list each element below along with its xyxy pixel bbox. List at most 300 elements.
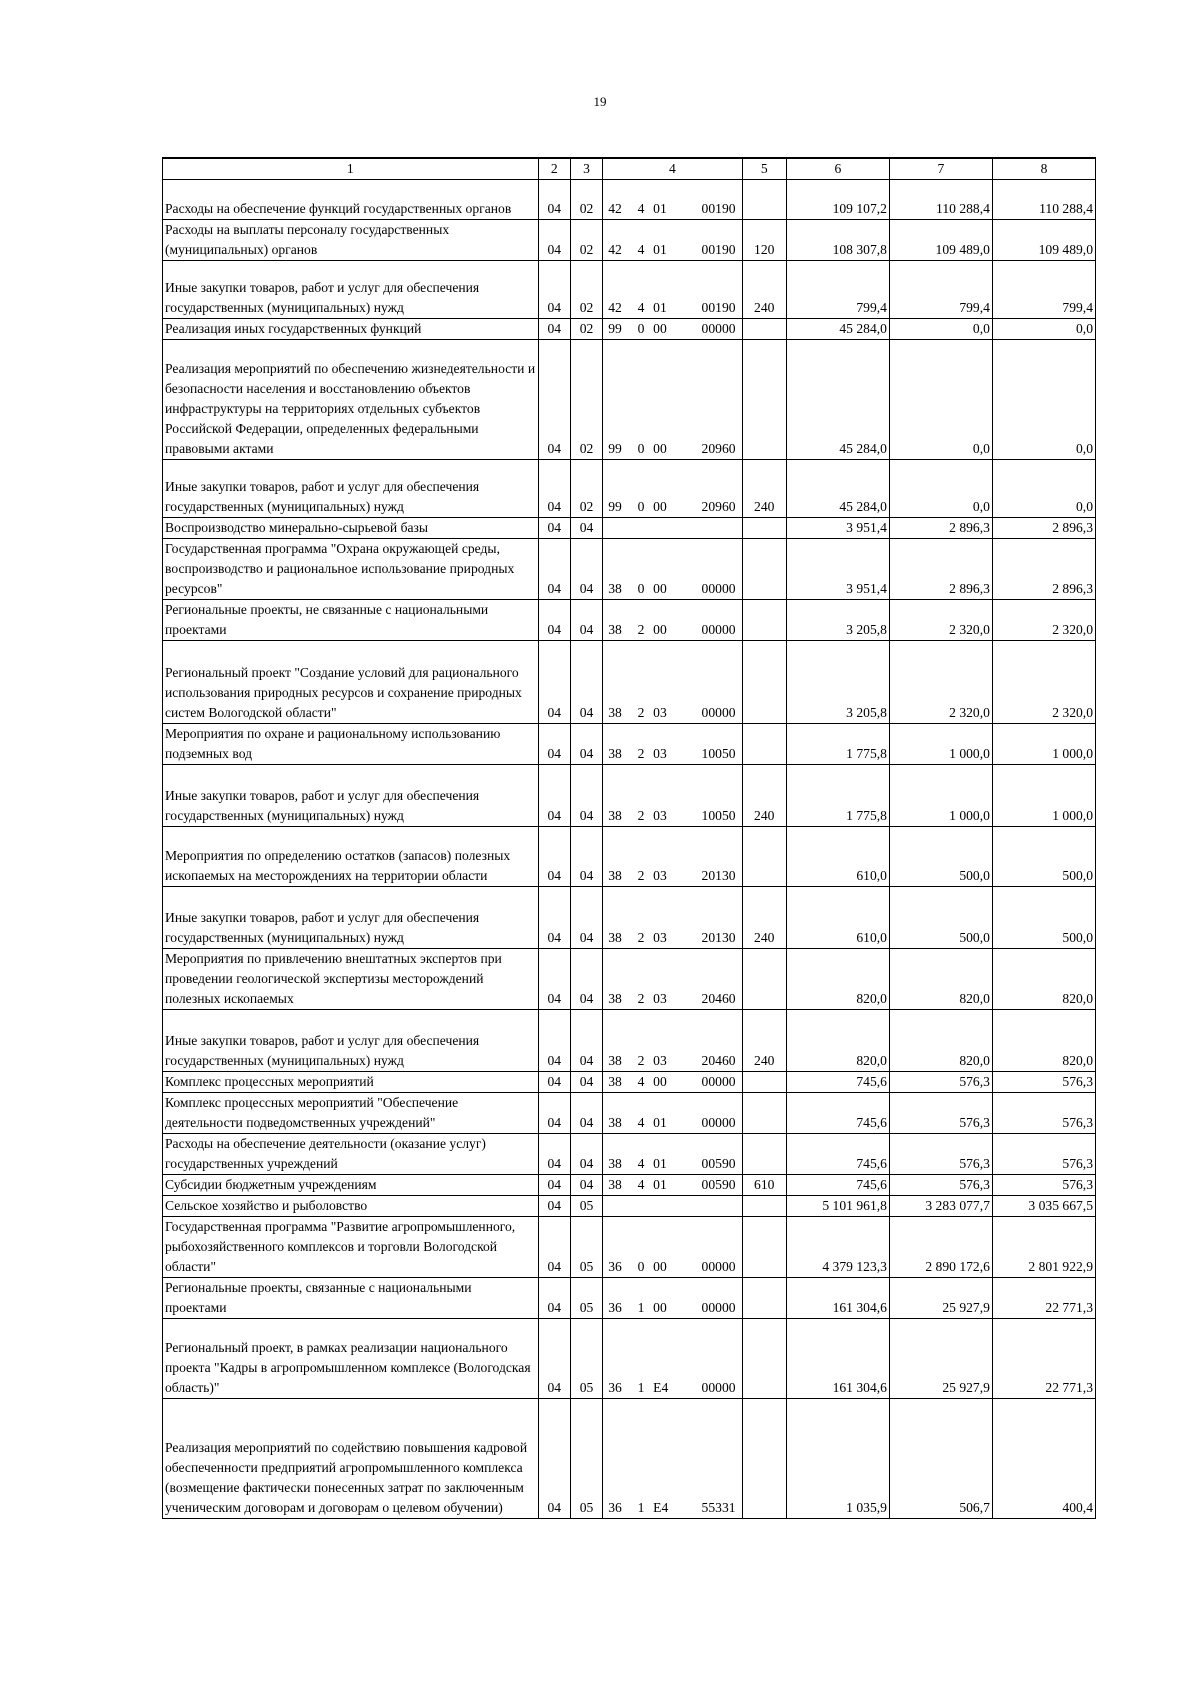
- subprogram-code-cell: 2: [631, 765, 651, 827]
- amount-col6-cell: 161 304,6: [786, 1278, 889, 1319]
- project-code-cell: [651, 518, 683, 539]
- amount-col8-cell: 820,0: [992, 949, 1095, 1010]
- amount-col7-cell: 500,0: [889, 827, 992, 887]
- program-code-cell: 38: [603, 1093, 631, 1134]
- project-code-cell: 00: [651, 600, 683, 641]
- expense-type-cell: [742, 1072, 786, 1093]
- expense-type-cell: [742, 518, 786, 539]
- subprogram-code-cell: [631, 1196, 651, 1217]
- expense-type-cell: 240: [742, 1010, 786, 1072]
- expense-type-cell: 240: [742, 765, 786, 827]
- amount-col8-cell: 576,3: [992, 1175, 1095, 1196]
- direction-code-cell: 20130: [683, 887, 742, 949]
- program-code-cell: 38: [603, 1010, 631, 1072]
- subprogram-code-cell: 2: [631, 949, 651, 1010]
- table-row: [163, 1072, 1096, 1093]
- program-code-cell: 36: [603, 1399, 631, 1519]
- program-code-cell: 38: [603, 1134, 631, 1175]
- section-code-cell: 04: [538, 340, 570, 460]
- subprogram-code-cell: 0: [631, 319, 651, 340]
- budget-table: [162, 157, 1096, 1519]
- project-code-cell: 00: [651, 460, 683, 518]
- expense-type-cell: 240: [742, 460, 786, 518]
- subsection-code-cell: 05: [570, 1196, 602, 1217]
- table-row: [163, 600, 1096, 641]
- section-code-cell: 04: [538, 1010, 570, 1072]
- project-code-cell: 01: [651, 261, 683, 319]
- amount-col8-cell: 3 035 667,5: [992, 1196, 1095, 1217]
- expense-type-cell: [742, 1093, 786, 1134]
- amount-col7-cell: 2 890 172,6: [889, 1217, 992, 1278]
- section-code-cell: 04: [538, 949, 570, 1010]
- amount-col6-cell: 45 284,0: [786, 319, 889, 340]
- amount-col8-cell: 0,0: [992, 319, 1095, 340]
- section-code-cell: 04: [538, 1399, 570, 1519]
- program-code-cell: 38: [603, 600, 631, 641]
- table-row: [163, 340, 1096, 460]
- row-name-cell: Реализация мероприятий по обеспечению жизнедеятельности и безопасности населения и восстановлению объектов инфраструктуры на территориях отдельных субъектов Российской Федерации, определенных федеральными правовыми актами: [163, 340, 539, 460]
- subprogram-code-cell: 2: [631, 1010, 651, 1072]
- expense-type-cell: [742, 1134, 786, 1175]
- direction-code-cell: 00000: [683, 1319, 742, 1399]
- section-code-cell: 04: [538, 1093, 570, 1134]
- amount-col8-cell: 22 771,3: [992, 1319, 1095, 1399]
- amount-col7-cell: 110 288,4: [889, 180, 992, 220]
- subsection-code-cell: 04: [570, 518, 602, 539]
- project-code-cell: 00: [651, 1072, 683, 1093]
- subsection-code-cell: 04: [570, 600, 602, 641]
- table-row: [163, 1319, 1096, 1399]
- amount-col8-cell: 576,3: [992, 1093, 1095, 1134]
- subsection-code-cell: 04: [570, 539, 602, 600]
- program-code-cell: 38: [603, 641, 631, 724]
- subsection-code-cell: 04: [570, 1093, 602, 1134]
- section-code-cell: 04: [538, 180, 570, 220]
- amount-col6-cell: 3 951,4: [786, 518, 889, 539]
- amount-col6-cell: 610,0: [786, 887, 889, 949]
- header-cell: 8: [992, 158, 1095, 180]
- amount-col6-cell: 5 101 961,8: [786, 1196, 889, 1217]
- row-name-cell: Расходы на выплаты персоналу государственных (муниципальных) органов: [163, 220, 539, 261]
- program-code-cell: 38: [603, 539, 631, 600]
- header-cell: 3: [570, 158, 602, 180]
- amount-col8-cell: 2 896,3: [992, 539, 1095, 600]
- program-code-cell: 42: [603, 261, 631, 319]
- amount-col6-cell: 109 107,2: [786, 180, 889, 220]
- row-name-cell: Иные закупки товаров, работ и услуг для обеспечения государственных (муниципальных) нужд: [163, 261, 539, 319]
- project-code-cell: 03: [651, 765, 683, 827]
- table-row: [163, 1010, 1096, 1072]
- subsection-code-cell: 04: [570, 724, 602, 765]
- expense-type-cell: [742, 724, 786, 765]
- subsection-code-cell: 05: [570, 1319, 602, 1399]
- row-name-cell: Региональный проект "Создание условий для рационального использования природных ресурсов и сохранение природных систем Вологодской области": [163, 641, 539, 724]
- table-row: [163, 1093, 1096, 1134]
- table-row: [163, 539, 1096, 600]
- subprogram-code-cell: 0: [631, 460, 651, 518]
- direction-code-cell: [683, 1196, 742, 1217]
- amount-col6-cell: 3 951,4: [786, 539, 889, 600]
- amount-col8-cell: 1 000,0: [992, 765, 1095, 827]
- project-code-cell: 00: [651, 539, 683, 600]
- subprogram-code-cell: 1: [631, 1278, 651, 1319]
- expense-type-cell: 610: [742, 1175, 786, 1196]
- expense-type-cell: [742, 827, 786, 887]
- subprogram-code-cell: 4: [631, 180, 651, 220]
- subprogram-code-cell: 0: [631, 340, 651, 460]
- row-name-cell: Региональный проект, в рамках реализации национального проекта "Кадры в агропромышленном комплексе (Вологодская область)": [163, 1319, 539, 1399]
- table-row: [163, 1196, 1096, 1217]
- direction-code-cell: 20960: [683, 340, 742, 460]
- header-cell: 4: [603, 158, 742, 180]
- subprogram-code-cell: 4: [631, 261, 651, 319]
- section-code-cell: 04: [538, 765, 570, 827]
- amount-col8-cell: 2 320,0: [992, 600, 1095, 641]
- amount-col8-cell: 22 771,3: [992, 1278, 1095, 1319]
- direction-code-cell: 00000: [683, 1278, 742, 1319]
- amount-col7-cell: 109 489,0: [889, 220, 992, 261]
- amount-col8-cell: 2 896,3: [992, 518, 1095, 539]
- header-cell: 2: [538, 158, 570, 180]
- amount-col8-cell: 1 000,0: [992, 724, 1095, 765]
- page-number: 19: [593, 94, 607, 109]
- subprogram-code-cell: 4: [631, 1175, 651, 1196]
- program-code-cell: 36: [603, 1217, 631, 1278]
- row-name-cell: Иные закупки товаров, работ и услуг для обеспечения государственных (муниципальных) нужд: [163, 887, 539, 949]
- direction-code-cell: 00190: [683, 261, 742, 319]
- expense-type-cell: [742, 319, 786, 340]
- table-row: [163, 1217, 1096, 1278]
- section-code-cell: 04: [538, 724, 570, 765]
- table-row: [163, 261, 1096, 319]
- amount-col6-cell: 610,0: [786, 827, 889, 887]
- amount-col7-cell: 2 320,0: [889, 600, 992, 641]
- section-code-cell: 04: [538, 887, 570, 949]
- program-code-cell: 38: [603, 1072, 631, 1093]
- program-code-cell: 38: [603, 827, 631, 887]
- subprogram-code-cell: 1: [631, 1399, 651, 1519]
- table-header-row: [163, 158, 1096, 180]
- section-code-cell: 04: [538, 1319, 570, 1399]
- project-code-cell: 03: [651, 949, 683, 1010]
- program-code-cell: 38: [603, 949, 631, 1010]
- amount-col6-cell: 3 205,8: [786, 641, 889, 724]
- header-cell: 7: [889, 158, 992, 180]
- amount-col6-cell: 4 379 123,3: [786, 1217, 889, 1278]
- section-code-cell: 04: [538, 1217, 570, 1278]
- amount-col7-cell: 0,0: [889, 460, 992, 518]
- subsection-code-cell: 04: [570, 1072, 602, 1093]
- section-code-cell: 04: [538, 827, 570, 887]
- project-code-cell: 00: [651, 1217, 683, 1278]
- direction-code-cell: 00590: [683, 1134, 742, 1175]
- amount-col8-cell: 576,3: [992, 1072, 1095, 1093]
- amount-col7-cell: 576,3: [889, 1175, 992, 1196]
- table-row: [163, 641, 1096, 724]
- project-code-cell: 03: [651, 1010, 683, 1072]
- section-code-cell: 04: [538, 1196, 570, 1217]
- amount-col7-cell: 576,3: [889, 1134, 992, 1175]
- direction-code-cell: 10050: [683, 724, 742, 765]
- amount-col7-cell: 1 000,0: [889, 724, 992, 765]
- expense-type-cell: [742, 1278, 786, 1319]
- amount-col8-cell: 799,4: [992, 261, 1095, 319]
- program-code-cell: 99: [603, 460, 631, 518]
- row-name-cell: Реализация мероприятий по содействию повышения кадровой обеспеченности предприятий агропромышленного комплекса (возмещение фактически понесенных затрат по заключенным ученическим договорам и договорам о целевом обучении): [163, 1399, 539, 1519]
- amount-col7-cell: 25 927,9: [889, 1319, 992, 1399]
- table-row: [163, 765, 1096, 827]
- row-name-cell: Сельское хозяйство и рыболовство: [163, 1196, 539, 1217]
- direction-code-cell: 00190: [683, 180, 742, 220]
- section-code-cell: 04: [538, 261, 570, 319]
- subprogram-code-cell: 4: [631, 1134, 651, 1175]
- project-code-cell: 03: [651, 724, 683, 765]
- subprogram-code-cell: 2: [631, 827, 651, 887]
- amount-col7-cell: 576,3: [889, 1072, 992, 1093]
- amount-col8-cell: 0,0: [992, 340, 1095, 460]
- section-code-cell: 04: [538, 641, 570, 724]
- program-code-cell: 99: [603, 340, 631, 460]
- subprogram-code-cell: 2: [631, 641, 651, 724]
- subsection-code-cell: 02: [570, 180, 602, 220]
- amount-col6-cell: 108 307,8: [786, 220, 889, 261]
- direction-code-cell: 20960: [683, 460, 742, 518]
- subprogram-code-cell: 1: [631, 1319, 651, 1399]
- section-code-cell: 04: [538, 539, 570, 600]
- direction-code-cell: 00590: [683, 1175, 742, 1196]
- expense-type-cell: [742, 340, 786, 460]
- subprogram-code-cell: 0: [631, 1217, 651, 1278]
- section-code-cell: 04: [538, 460, 570, 518]
- header-cell: 6: [786, 158, 889, 180]
- amount-col7-cell: 2 320,0: [889, 641, 992, 724]
- table-row: [163, 1278, 1096, 1319]
- project-code-cell: E4: [651, 1319, 683, 1399]
- program-code-cell: 38: [603, 765, 631, 827]
- table-row: [163, 827, 1096, 887]
- subsection-code-cell: 02: [570, 319, 602, 340]
- project-code-cell: 03: [651, 641, 683, 724]
- direction-code-cell: 55331: [683, 1399, 742, 1519]
- amount-col8-cell: 820,0: [992, 1010, 1095, 1072]
- amount-col8-cell: 400,4: [992, 1399, 1095, 1519]
- subprogram-code-cell: 4: [631, 1072, 651, 1093]
- row-name-cell: Субсидии бюджетным учреждениям: [163, 1175, 539, 1196]
- amount-col7-cell: 1 000,0: [889, 765, 992, 827]
- program-code-cell: 38: [603, 1175, 631, 1196]
- section-code-cell: 04: [538, 220, 570, 261]
- subsection-code-cell: 04: [570, 1134, 602, 1175]
- program-code-cell: [603, 1196, 631, 1217]
- expense-type-cell: [742, 180, 786, 220]
- table-row: [163, 724, 1096, 765]
- subprogram-code-cell: 2: [631, 600, 651, 641]
- project-code-cell: 01: [651, 220, 683, 261]
- row-name-cell: Реализация иных государственных функций: [163, 319, 539, 340]
- subprogram-code-cell: 4: [631, 1093, 651, 1134]
- project-code-cell: 01: [651, 180, 683, 220]
- direction-code-cell: 20460: [683, 1010, 742, 1072]
- section-code-cell: 04: [538, 1175, 570, 1196]
- row-name-cell: Государственная программа "Охрана окружающей среды, воспроизводство и рациональное использование природных ресурсов": [163, 539, 539, 600]
- row-name-cell: Иные закупки товаров, работ и услуг для обеспечения государственных (муниципальных) нужд: [163, 1010, 539, 1072]
- table-row: [163, 180, 1096, 220]
- direction-code-cell: 00000: [683, 1217, 742, 1278]
- direction-code-cell: 00190: [683, 220, 742, 261]
- expense-type-cell: [742, 600, 786, 641]
- expense-type-cell: 120: [742, 220, 786, 261]
- subsection-code-cell: 05: [570, 1399, 602, 1519]
- amount-col7-cell: 799,4: [889, 261, 992, 319]
- project-code-cell: 03: [651, 887, 683, 949]
- direction-code-cell: 20130: [683, 827, 742, 887]
- subsection-code-cell: 04: [570, 641, 602, 724]
- project-code-cell: 03: [651, 827, 683, 887]
- subsection-code-cell: 02: [570, 261, 602, 319]
- amount-col8-cell: 109 489,0: [992, 220, 1095, 261]
- row-name-cell: Региональные проекты, связанные с национальными проектами: [163, 1278, 539, 1319]
- expense-type-cell: [742, 1196, 786, 1217]
- section-code-cell: 04: [538, 1072, 570, 1093]
- expense-type-cell: [742, 1399, 786, 1519]
- table-row: [163, 1175, 1096, 1196]
- table-row: [163, 949, 1096, 1010]
- expense-type-cell: [742, 641, 786, 724]
- amount-col6-cell: 745,6: [786, 1134, 889, 1175]
- table-row: [163, 1399, 1096, 1519]
- row-name-cell: Мероприятия по привлечению внештатных экспертов при проведении геологической экспертизы месторождений полезных ископаемых: [163, 949, 539, 1010]
- program-code-cell: 99: [603, 319, 631, 340]
- expense-type-cell: 240: [742, 887, 786, 949]
- expense-type-cell: [742, 949, 786, 1010]
- direction-code-cell: 10050: [683, 765, 742, 827]
- amount-col6-cell: 45 284,0: [786, 340, 889, 460]
- row-name-cell: Региональные проекты, не связанные с национальными проектами: [163, 600, 539, 641]
- subsection-code-cell: 05: [570, 1278, 602, 1319]
- project-code-cell: 01: [651, 1175, 683, 1196]
- subsection-code-cell: 04: [570, 765, 602, 827]
- direction-code-cell: 00000: [683, 319, 742, 340]
- amount-col7-cell: 506,7: [889, 1399, 992, 1519]
- subsection-code-cell: 05: [570, 1217, 602, 1278]
- amount-col7-cell: 2 896,3: [889, 518, 992, 539]
- subprogram-code-cell: 4: [631, 220, 651, 261]
- amount-col6-cell: 820,0: [786, 1010, 889, 1072]
- amount-col8-cell: 500,0: [992, 887, 1095, 949]
- amount-col6-cell: 45 284,0: [786, 460, 889, 518]
- direction-code-cell: 00000: [683, 539, 742, 600]
- subsection-code-cell: 04: [570, 1175, 602, 1196]
- project-code-cell: E4: [651, 1399, 683, 1519]
- subsection-code-cell: 04: [570, 887, 602, 949]
- row-name-cell: Мероприятия по охране и рациональному использованию подземных вод: [163, 724, 539, 765]
- project-code-cell: 00: [651, 1278, 683, 1319]
- program-code-cell: 36: [603, 1278, 631, 1319]
- amount-col8-cell: 0,0: [992, 460, 1095, 518]
- table-row: [163, 1134, 1096, 1175]
- amount-col7-cell: 820,0: [889, 949, 992, 1010]
- direction-code-cell: 00000: [683, 641, 742, 724]
- subsection-code-cell: 02: [570, 340, 602, 460]
- expense-type-cell: [742, 1319, 786, 1399]
- program-code-cell: [603, 518, 631, 539]
- expense-type-cell: [742, 539, 786, 600]
- program-code-cell: 38: [603, 724, 631, 765]
- row-name-cell: Расходы на обеспечение функций государственных органов: [163, 180, 539, 220]
- amount-col6-cell: 799,4: [786, 261, 889, 319]
- program-code-cell: 42: [603, 180, 631, 220]
- amount-col6-cell: 1 775,8: [786, 765, 889, 827]
- project-code-cell: 00: [651, 340, 683, 460]
- amount-col8-cell: 110 288,4: [992, 180, 1095, 220]
- subprogram-code-cell: [631, 518, 651, 539]
- project-code-cell: [651, 1196, 683, 1217]
- amount-col6-cell: 1 775,8: [786, 724, 889, 765]
- subsection-code-cell: 02: [570, 460, 602, 518]
- subprogram-code-cell: 2: [631, 724, 651, 765]
- subsection-code-cell: 04: [570, 827, 602, 887]
- table-row: [163, 887, 1096, 949]
- project-code-cell: 00: [651, 319, 683, 340]
- section-code-cell: 04: [538, 518, 570, 539]
- section-code-cell: 04: [538, 319, 570, 340]
- amount-col6-cell: 745,6: [786, 1093, 889, 1134]
- amount-col7-cell: 25 927,9: [889, 1278, 992, 1319]
- subsection-code-cell: 04: [570, 1010, 602, 1072]
- section-code-cell: 04: [538, 1134, 570, 1175]
- amount-col6-cell: 745,6: [786, 1175, 889, 1196]
- direction-code-cell: [683, 518, 742, 539]
- amount-col7-cell: 3 283 077,7: [889, 1196, 992, 1217]
- subsection-code-cell: 02: [570, 220, 602, 261]
- amount-col7-cell: 0,0: [889, 319, 992, 340]
- amount-col7-cell: 500,0: [889, 887, 992, 949]
- program-code-cell: 36: [603, 1319, 631, 1399]
- section-code-cell: 04: [538, 1278, 570, 1319]
- direction-code-cell: 00000: [683, 600, 742, 641]
- amount-col6-cell: 161 304,6: [786, 1319, 889, 1399]
- subprogram-code-cell: 0: [631, 539, 651, 600]
- row-name-cell: Иные закупки товаров, работ и услуг для обеспечения государственных (муниципальных) нужд: [163, 460, 539, 518]
- table-row: [163, 220, 1096, 261]
- expense-type-cell: 240: [742, 261, 786, 319]
- header-cell: 1: [163, 158, 539, 180]
- row-name-cell: Комплекс процессных мероприятий: [163, 1072, 539, 1093]
- amount-col7-cell: 0,0: [889, 340, 992, 460]
- direction-code-cell: 20460: [683, 949, 742, 1010]
- project-code-cell: 01: [651, 1093, 683, 1134]
- program-code-cell: 42: [603, 220, 631, 261]
- row-name-cell: Иные закупки товаров, работ и услуг для обеспечения государственных (муниципальных) нужд: [163, 765, 539, 827]
- amount-col8-cell: 2 320,0: [992, 641, 1095, 724]
- amount-col6-cell: 820,0: [786, 949, 889, 1010]
- direction-code-cell: 00000: [683, 1072, 742, 1093]
- amount-col6-cell: 3 205,8: [786, 600, 889, 641]
- table-row: [163, 319, 1096, 340]
- amount-col8-cell: 576,3: [992, 1134, 1095, 1175]
- row-name-cell: Государственная программа "Развитие агропромышленного, рыбохозяйственного комплексов и торговли Вологодской области": [163, 1217, 539, 1278]
- amount-col7-cell: 820,0: [889, 1010, 992, 1072]
- amount-col6-cell: 745,6: [786, 1072, 889, 1093]
- table-row: [163, 460, 1096, 518]
- header-cell: 5: [742, 158, 786, 180]
- amount-col7-cell: 576,3: [889, 1093, 992, 1134]
- amount-col8-cell: 500,0: [992, 827, 1095, 887]
- row-name-cell: Мероприятия по определению остатков (запасов) полезных ископаемых на месторождениях на территории области: [163, 827, 539, 887]
- section-code-cell: 04: [538, 600, 570, 641]
- table-row: [163, 518, 1096, 539]
- program-code-cell: 38: [603, 887, 631, 949]
